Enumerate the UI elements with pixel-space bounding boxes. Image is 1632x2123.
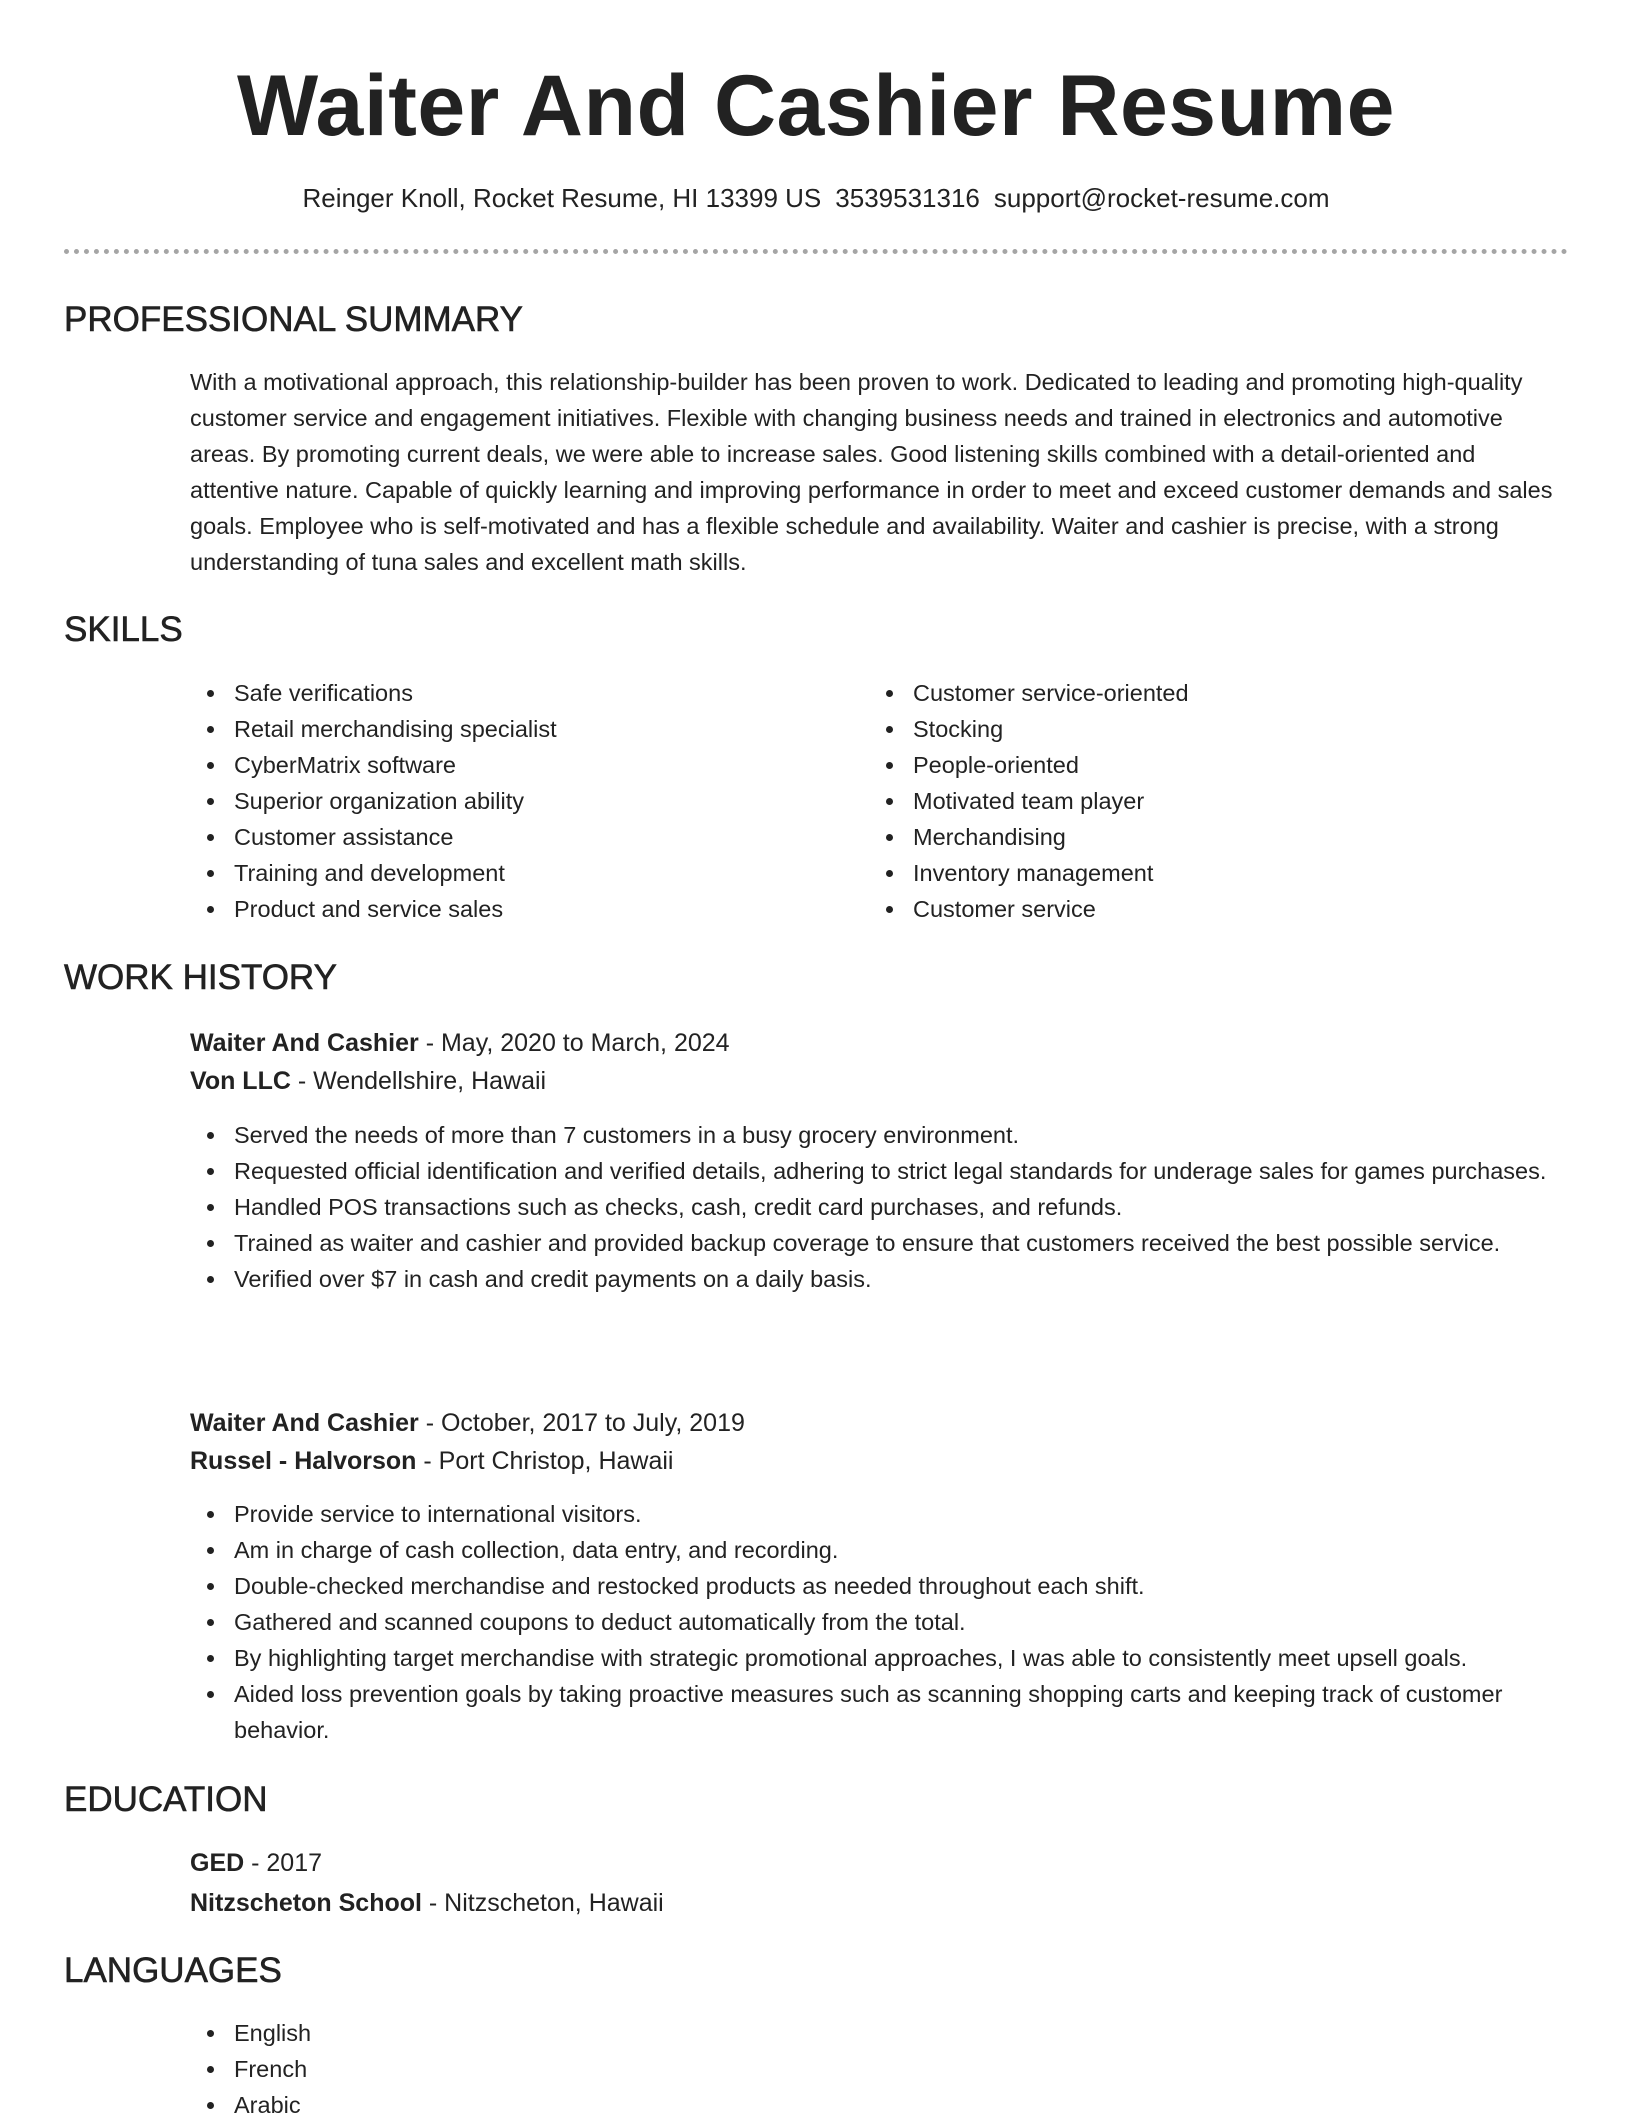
job-duty: Provide service to international visitors. <box>190 1496 1580 1532</box>
job-1-title: Waiter And Cashier <box>190 1029 419 1057</box>
work-heading: WORK HISTORY <box>64 958 337 997</box>
job-duty: Served the needs of more than 7 customers in a busy grocery environment. <box>190 1117 1580 1153</box>
languages-list <box>190 2015 790 2123</box>
contact-line <box>64 178 1568 218</box>
skill-item: Retail merchandising specialist <box>190 711 830 747</box>
contact-phone: 3539531316 <box>835 183 980 213</box>
summary-text: With a motivational approach, this relationship-builder has been proven to work. Dedicated to leading and promoting high-quality customer service and engagement initiatives. Flexible with changing business needs and trained in electronics and automotive areas. By promoting current deals, we were able to increase sales. Good listening skills combined with a detail-oriented and attentive nature. Capable of quickly learning and improving performance in order to meet and exceed customer demands and sales goals. Employee who is self-motivated and has a flexible schedule and availability. Waiter and cashier is precise, with a strong understanding of tuna sales and excellent math skills. <box>190 369 1553 575</box>
skill-item: Product and service sales <box>190 891 830 927</box>
skills-heading: SKILLS <box>64 610 183 649</box>
summary-heading: PROFESSIONAL SUMMARY <box>64 300 523 339</box>
job-2-dates: - October, 2017 to July, 2019 <box>418 1409 745 1437</box>
education-degree: GED <box>190 1849 245 1877</box>
job-1-title-line <box>190 1024 730 1062</box>
job-duty: Aided loss prevention goals by taking proactive measures such as scanning shopping carts and keeping track of customer behavior. <box>190 1676 1580 1748</box>
job-2-title: Waiter And Cashier <box>190 1409 419 1437</box>
job-1-company: Von LLC <box>190 1067 291 1095</box>
language-item: Arabic <box>190 2087 790 2123</box>
skill-item: People-oriented <box>869 747 1509 783</box>
job-2-duties <box>190 1496 1580 1748</box>
resume-page <box>64 0 1568 2118</box>
job-duty: Am in charge of cash collection, data entry, and recording. <box>190 1532 1580 1568</box>
job-duty: Trained as waiter and cashier and provided backup coverage to ensure that customers received the best possible service. <box>190 1225 1580 1261</box>
language-item: English <box>190 2015 790 2051</box>
job-duty: By highlighting target merchandise with strategic promotional approaches, I was able to consistently meet upsell goals. <box>190 1640 1580 1676</box>
skill-item: Safe verifications <box>190 675 830 711</box>
job-1-dates: - May, 2020 to March, 2024 <box>418 1029 730 1057</box>
resume-title: Waiter And Cashier Resume <box>237 58 1395 154</box>
job-2-company-line <box>190 1442 673 1480</box>
job-1-location: - Wendellshire, Hawaii <box>290 1067 547 1095</box>
job-2-company: Russel - Halvorson <box>190 1447 417 1475</box>
job-duty: Double-checked merchandise and restocked products as needed throughout each shift. <box>190 1568 1580 1604</box>
job-1-duties <box>190 1117 1580 1297</box>
languages-heading: LANGUAGES <box>64 1951 282 1990</box>
job-2-title-line <box>190 1404 745 1442</box>
skill-item: CyberMatrix software <box>190 747 830 783</box>
job-duty: Verified over $7 in cash and credit payments on a daily basis. <box>190 1261 1580 1297</box>
education-location: - Nitzscheton, Hawaii <box>421 1889 664 1917</box>
skill-item: Customer service-oriented <box>869 675 1509 711</box>
language-item: French <box>190 2051 790 2087</box>
skill-item: Inventory management <box>869 855 1509 891</box>
education-degree-line <box>190 1843 322 1883</box>
job-duty: Gathered and scanned coupons to deduct automatically from the total. <box>190 1604 1580 1640</box>
header-divider <box>64 249 1568 254</box>
education-school: Nitzscheton School <box>190 1889 422 1917</box>
skills-list-left <box>190 675 830 927</box>
skill-item: Stocking <box>869 711 1509 747</box>
education-heading: EDUCATION <box>64 1780 268 1819</box>
contact-email: support@rocket-resume.com <box>993 183 1330 213</box>
education-school-line <box>190 1883 664 1923</box>
skill-item: Customer assistance <box>190 819 830 855</box>
skill-item: Merchandising <box>869 819 1509 855</box>
job-duty: Requested official identification and verified details, adhering to strict legal standards for underage sales for games purchases. <box>190 1153 1580 1189</box>
education-year: - 2017 <box>244 1849 323 1877</box>
job-1-company-line <box>190 1062 546 1100</box>
skill-item: Training and development <box>190 855 830 891</box>
contact-address: Reinger Knoll, Rocket Resume, HI 13399 US <box>302 183 822 213</box>
job-duty: Handled POS transactions such as checks, cash, credit card purchases, and refunds. <box>190 1189 1580 1225</box>
job-2-location: - Port Christop, Hawaii <box>416 1447 674 1475</box>
skills-list-right <box>869 675 1509 927</box>
skill-item: Motivated team player <box>869 783 1509 819</box>
skill-item: Customer service <box>869 891 1509 927</box>
skill-item: Superior organization ability <box>190 783 830 819</box>
